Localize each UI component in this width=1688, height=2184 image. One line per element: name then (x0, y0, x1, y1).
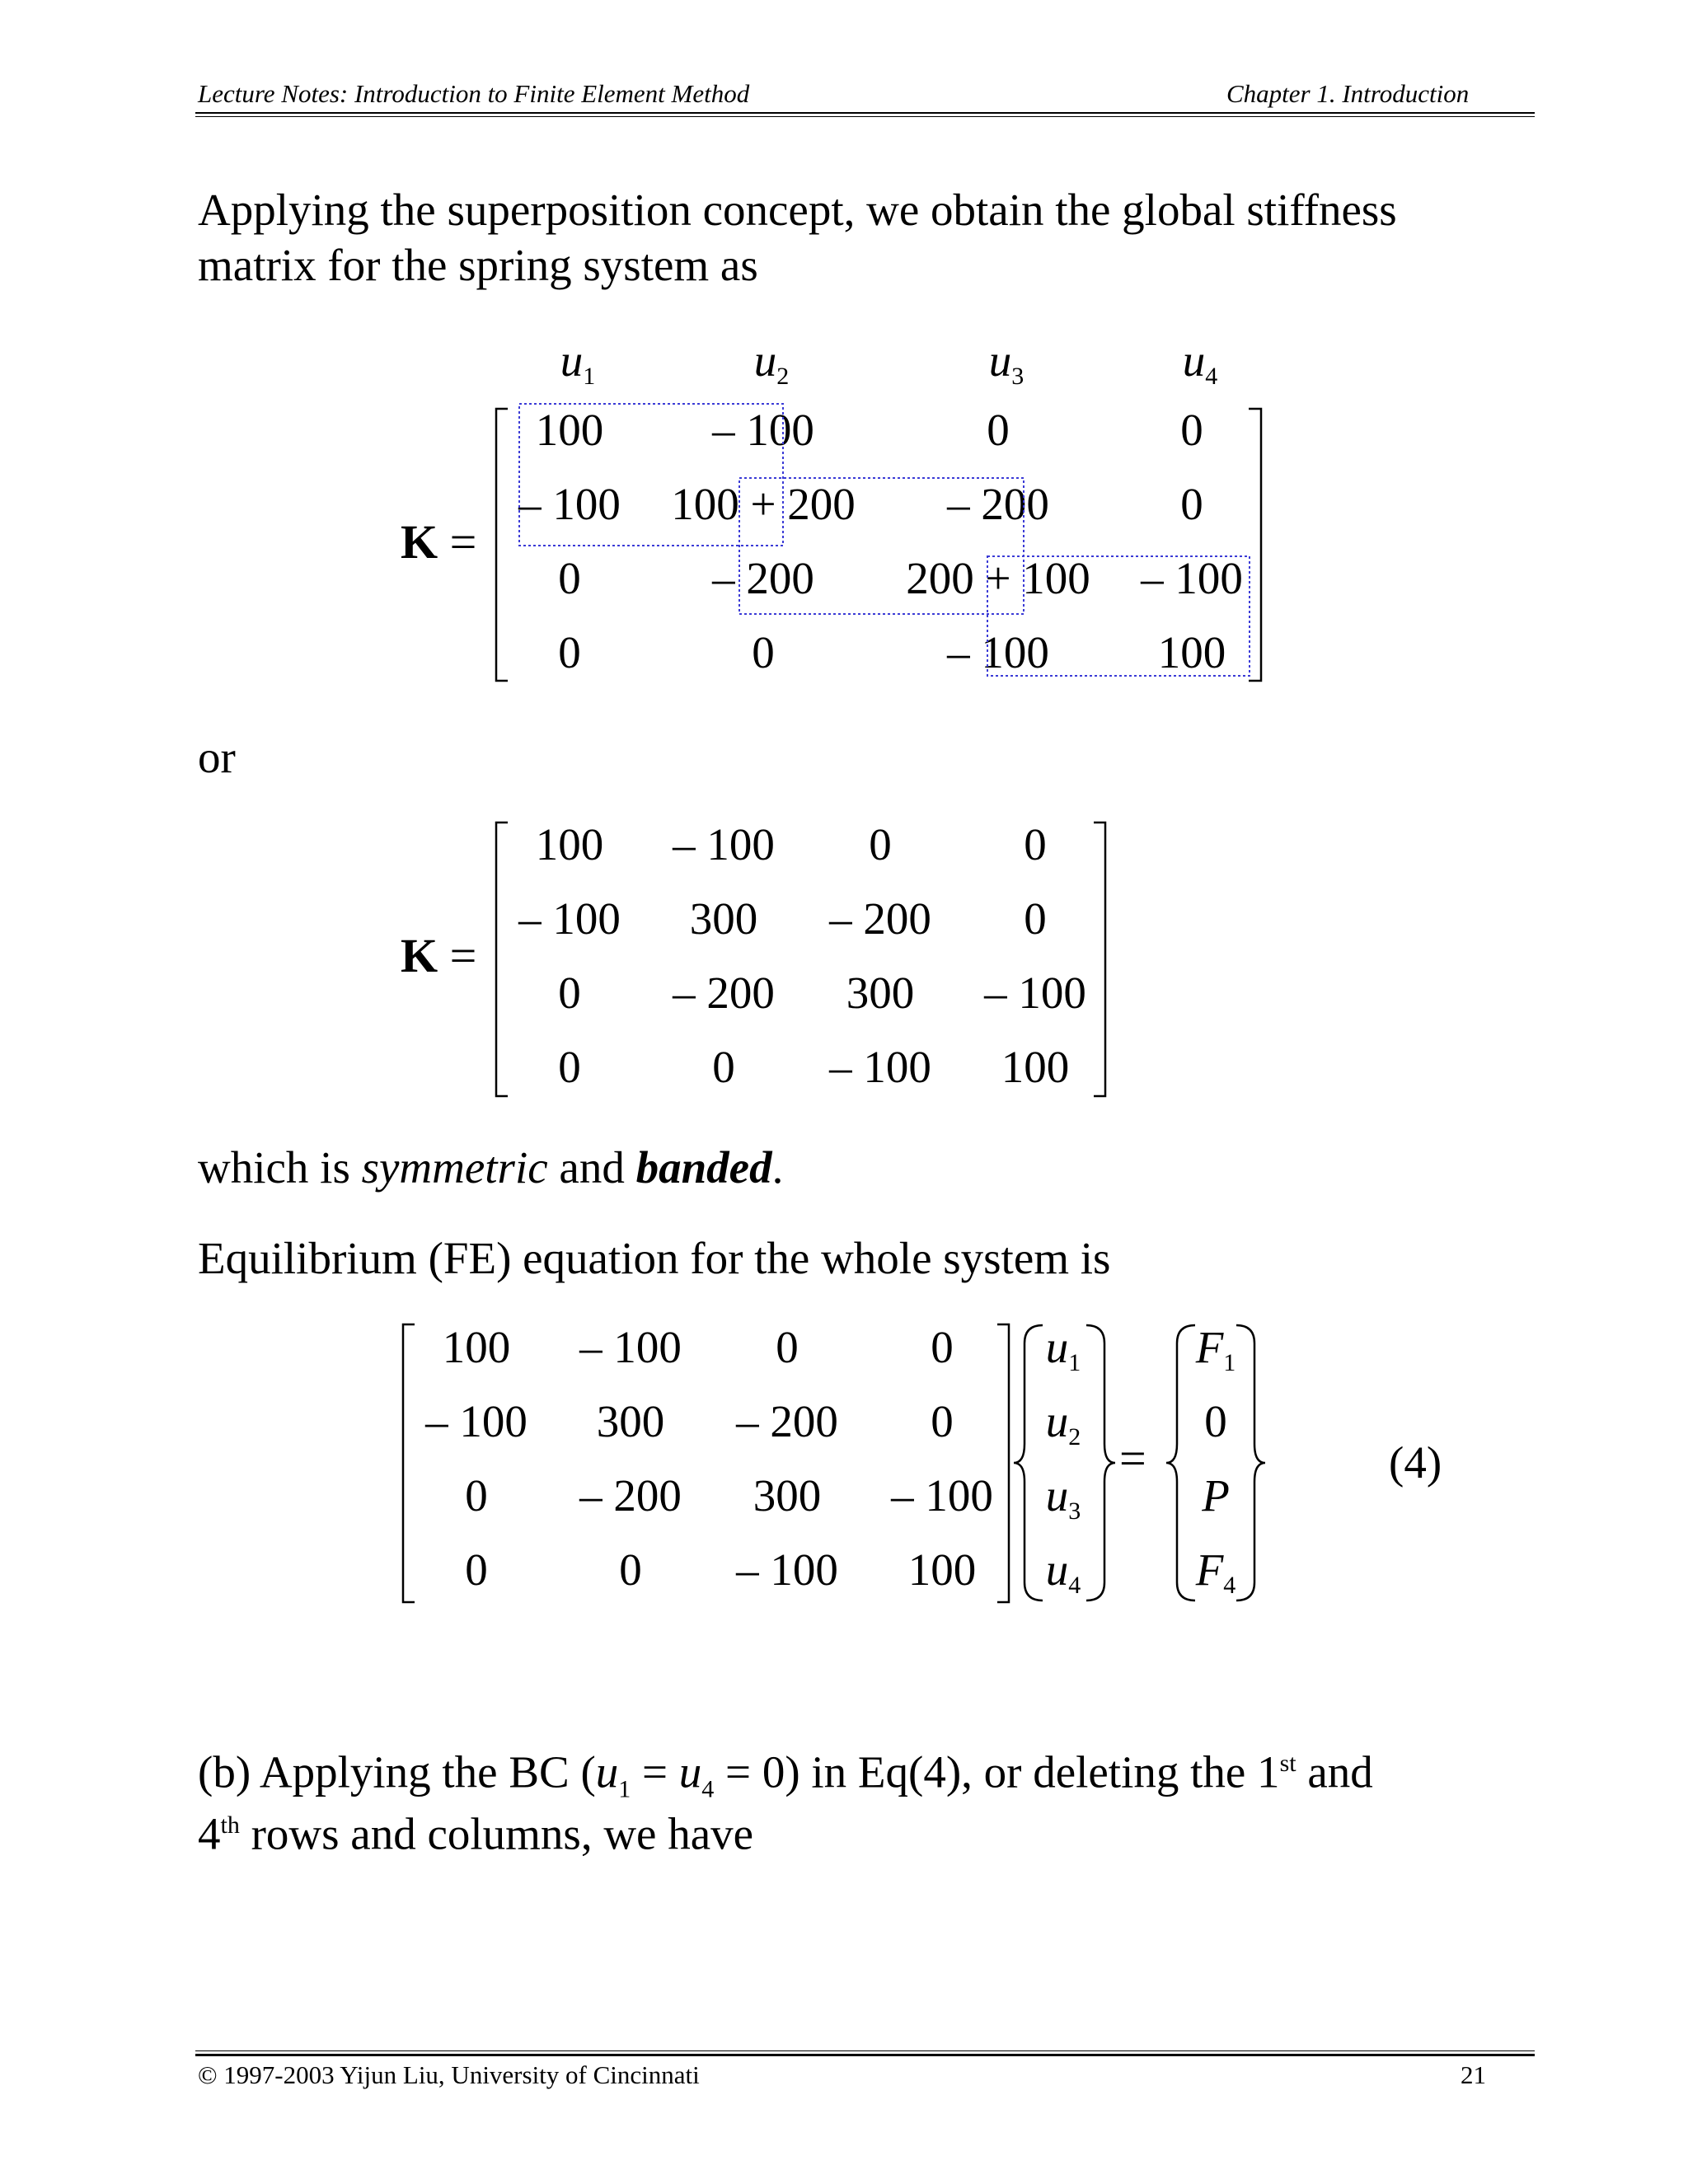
matrix1-cell: 100 (535, 405, 604, 455)
equals-sign: = (1119, 1432, 1146, 1485)
symmetric-banded-sentence: which is symmetric and banded. (198, 1142, 784, 1193)
matrix2-cell: 0 (558, 968, 581, 1018)
header-title: Lecture Notes: Introduction to Finite Element Method (198, 79, 750, 108)
matrix1-cell: 100 (1157, 627, 1226, 677)
intro-line-1: Applying the superposition concept, we obtain the global stiffness (198, 185, 1397, 235)
matrix3-cell: – 100 (891, 1470, 993, 1521)
matrix3-cell: 0 (465, 1470, 488, 1521)
matrix1-cell: – 100 (1141, 553, 1243, 603)
matrix3-cell: – 200 (736, 1396, 838, 1446)
f-vector-entry: $F_4$ (1195, 1544, 1236, 1599)
matrix3-cell: – 200 (579, 1470, 682, 1521)
matrix2-cell: 0 (712, 1042, 735, 1092)
matrix2-cell: 0 (558, 1042, 581, 1092)
matrix3-cell: – 100 (736, 1544, 838, 1595)
matrix2-cell: – 200 (673, 968, 775, 1018)
matrix3-left-bracket (403, 1324, 415, 1602)
matrix3-cell: 100 (907, 1544, 977, 1595)
matrix1-left-bracket (496, 409, 508, 681)
matrix1-cell: 0 (1180, 479, 1203, 529)
bc-paragraph-line-1: (b) Applying the BC $(u_1 = u_4 = 0)$ in Eq(4), or deleting the 1st and (198, 1746, 1373, 1803)
matrix3-cell: 0 (931, 1396, 954, 1446)
matrix3-cell: 300 (596, 1396, 665, 1446)
matrix3-cell: 100 (442, 1322, 511, 1372)
matrix1-cell: – 200 (947, 479, 1049, 529)
matrix2-lhs: K = (401, 929, 477, 982)
matrix2-cell: 0 (869, 819, 892, 869)
matrix3-right-bracket (997, 1324, 1009, 1602)
matrix2-cell: 0 (1024, 893, 1047, 944)
matrix2-left-bracket (496, 823, 508, 1096)
header-chapter: Chapter 1. Introduction (1226, 79, 1470, 108)
footer-copyright: © 1997-2003 Yijun Liu, University of Cincinnati (198, 2060, 700, 2089)
matrix1-cell: – 200 (712, 553, 814, 603)
matrix1-cell: 0 (1180, 405, 1203, 455)
element-3-box (987, 556, 1250, 676)
u-vector-entry: $u_4$ (1045, 1544, 1081, 1599)
matrix2-cell: – 100 (984, 968, 1086, 1018)
intro-line-2: matrix for the spring system as (198, 240, 758, 290)
matrix1-col-label-4: $u_4$ (1182, 335, 1218, 390)
matrix1-col-label-2: $u_2$ (753, 335, 790, 390)
matrix3-cell: – 100 (579, 1322, 682, 1372)
matrix2-cell: 300 (689, 893, 758, 944)
element-1-box (519, 404, 783, 546)
f-right-brace (1236, 1325, 1265, 1601)
u-vector-entry: $u_1$ (1045, 1322, 1081, 1376)
matrix2-cell: 100 (535, 819, 604, 869)
bc-paragraph-line-2: 4th rows and columns, we have (198, 1808, 754, 1859)
matrix1-cell: – 100 (712, 405, 814, 455)
matrix2-cell: 300 (846, 968, 915, 1018)
u-vector-entry: $u_3$ (1045, 1470, 1081, 1525)
matrix2-cell: 100 (1001, 1042, 1070, 1092)
matrix3-cell: 0 (619, 1544, 642, 1595)
matrix1-right-bracket (1249, 409, 1261, 681)
u-right-brace (1086, 1325, 1115, 1601)
matrix1-cell: 0 (752, 627, 775, 677)
matrix1-cell: 0 (558, 553, 581, 603)
matrix1-cell: 0 (558, 627, 581, 677)
matrix2-cell: 0 (1024, 819, 1047, 869)
matrix1-cell: 200 + 100 (906, 553, 1090, 603)
matrix3-cell: 300 (753, 1470, 822, 1521)
matrix3-cell: – 100 (425, 1396, 528, 1446)
f-vector-entry: P (1202, 1470, 1230, 1521)
footer-page-number: 21 (1461, 2060, 1486, 2089)
matrix1-cell: 100 + 200 (671, 479, 856, 529)
matrix2-cell: – 100 (518, 893, 621, 944)
matrix1-col-label-3: $u_3$ (988, 335, 1025, 390)
matrix1-cell: 0 (987, 405, 1010, 455)
f-vector-entry: 0 (1204, 1396, 1227, 1446)
f-vector-entry: $F_1$ (1195, 1322, 1236, 1376)
u-left-brace (1014, 1325, 1043, 1601)
equation-number: (4) (1389, 1437, 1442, 1488)
matrix1-lhs: K = (401, 515, 477, 569)
u-vector-entry: $u_2$ (1045, 1396, 1081, 1451)
matrix3-cell: 0 (465, 1544, 488, 1595)
or-text: or (198, 732, 236, 782)
matrix1-cell: – 100 (518, 479, 621, 529)
matrix3-cell: 0 (931, 1322, 954, 1372)
equilibrium-text: Equilibrium (FE) equation for the whole system is (198, 1233, 1111, 1283)
matrix2-cell: – 100 (673, 819, 775, 869)
matrix2-cell: – 200 (829, 893, 931, 944)
matrix1-cell: – 100 (947, 627, 1049, 677)
matrix3-cell: 0 (776, 1322, 799, 1372)
matrix1-col-label-1: $u_1$ (560, 335, 596, 390)
matrix2-right-bracket (1094, 823, 1105, 1096)
f-left-brace (1166, 1325, 1195, 1601)
matrix2-cell: – 100 (829, 1042, 931, 1092)
